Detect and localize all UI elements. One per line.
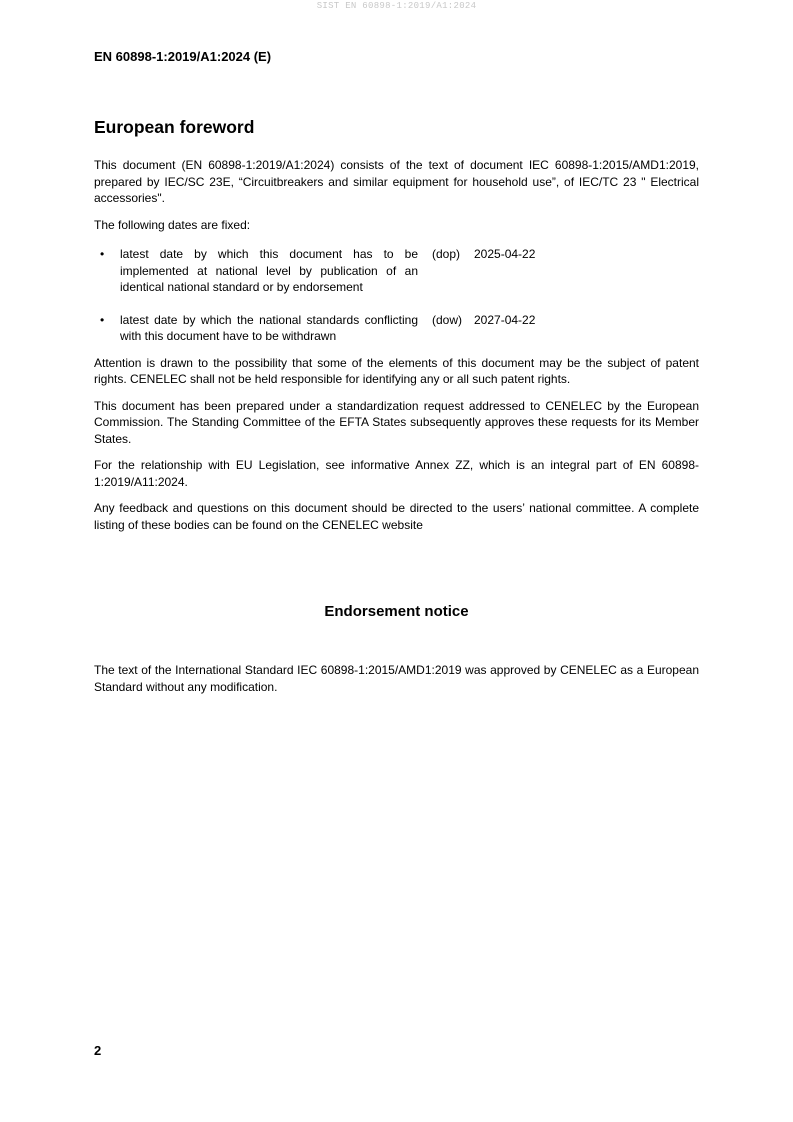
date-value: 2025-04-22 xyxy=(474,247,536,261)
patent-paragraph: Attention is drawn to the possibility that some of the elements of this document may be the subject of patent rights. CENELEC shall not be held responsible for identifying any or all such patent rights. xyxy=(94,355,699,386)
date-code: (dop) xyxy=(432,247,461,261)
section-title-endorsement-notice: Endorsement notice xyxy=(324,603,469,620)
foreword-content xyxy=(94,157,699,543)
date-row-dow xyxy=(94,312,699,345)
date-code: (dow) xyxy=(432,312,463,327)
endorsement-paragraph: The text of the International Standard IEC 60898-1:2015/AMD1:2019 was approved by CENELEC as a European Standard without any modification. xyxy=(94,663,699,694)
foreword-intro-paragraph: This document (EN 60898-1:2019/A1:2024) consists of the text of document IEC 60898-1:2015/AMD1:2019, prepared by IEC/SC 23E, “Circuitbreakers and similar equipment for household use”, of IEC/TC 23 " Electrical accessories". xyxy=(94,158,699,205)
watermark: SIST EN 60898-1:2019/A1:2024 xyxy=(316,1,477,11)
dates-intro-paragraph: The following dates are fixed: xyxy=(94,217,251,232)
date-value: 2027-04-22 xyxy=(474,312,536,327)
bullet-glyph: • xyxy=(100,247,105,261)
section-title-european-foreword: European foreword xyxy=(94,117,255,137)
date-row-dop xyxy=(94,246,699,296)
mandate-paragraph: This document has been prepared under a standardization request addressed to CENELEC by the European Commission. The Standing Committee of the EFTA States subsequently approves these requests for its Member States. xyxy=(94,398,699,446)
date-description: latest date by which the national standards conflicting with this document have to be withdrawn xyxy=(120,312,418,343)
page-number: 2 xyxy=(94,1043,102,1058)
date-description: latest date by which this document has to be implemented at national level by publication of an identical national standard or by endorsement xyxy=(120,247,418,294)
document-header: EN 60898-1:2019/A1:2024 (E) xyxy=(94,49,272,64)
legislation-paragraph: For the relationship with EU Legislation, see informative Annex ZZ, which is an integral part of EN 60898-1:2019/A11:2024. xyxy=(94,458,699,489)
bullet-glyph: • xyxy=(100,312,105,327)
feedback-paragraph: Any feedback and questions on this document should be directed to the users’ national committee. A complete listing of these bodies can be found on the CENELEC website xyxy=(94,501,699,532)
